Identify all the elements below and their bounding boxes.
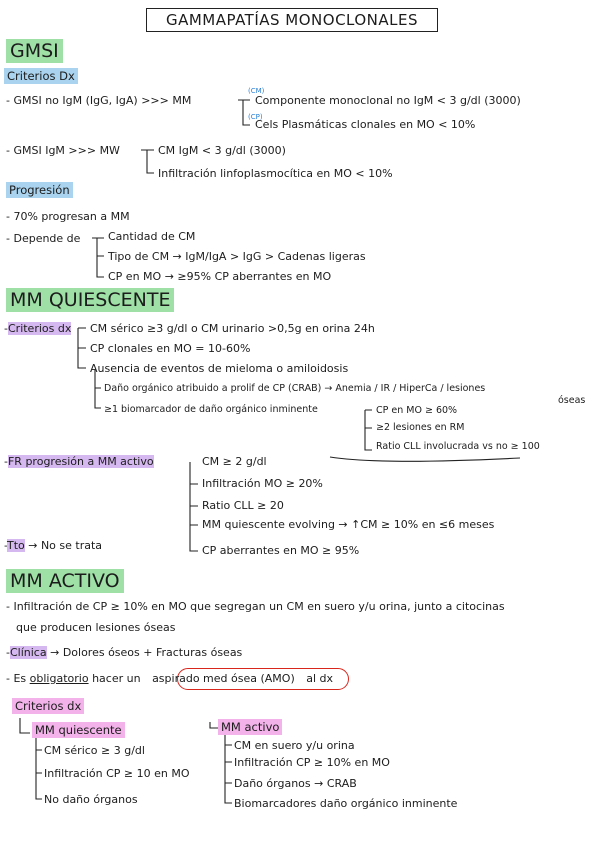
mmq-c3b3: Ratio CLL involucrada vs no ≥ 100 [376, 441, 540, 452]
clinica-label: Clínica [9, 646, 47, 659]
fr-5: CP aberrantes en MO ≥ 95% [202, 544, 360, 557]
tto-row: -Tto → No se trata [4, 539, 103, 552]
mmq-heading: MM QUIESCENTE [6, 288, 174, 312]
right-2: Infiltración CP ≥ 10% en MO [234, 756, 390, 769]
gmsi-igm-b1: Componente monoclonal no IgM < 3 g/dl (3000) [255, 94, 521, 107]
left-3: No daño órganos [44, 793, 138, 806]
mmq-c2: CP clonales en MO = 10-60% [90, 342, 251, 355]
mmq-criterios-label: Criterios dx [7, 322, 72, 335]
gmsi-igm-b2: Cels Plasmáticas clonales en MO < 10% [255, 118, 476, 131]
fr-label: FR progresión a MM activo [7, 455, 154, 468]
cm-note: (CM) [248, 87, 265, 95]
mmq-c3b1: CP en MO ≥ 60% [376, 405, 458, 416]
prog-b1: Cantidad de CM [108, 230, 196, 243]
left-col-label: MM quiescente [32, 722, 125, 738]
gmsi-igm-row: - GMSI no IgM (IgG, IgA) >>> MM [6, 94, 192, 107]
mmq-c3b: ≥1 biomarcador de daño orgánico inminente [104, 404, 318, 415]
mmq-c3: Ausencia de eventos de mieloma o amiloidosis [90, 362, 349, 375]
prog-1: - 70% progresan a MM [6, 210, 130, 223]
obligatorio-row: - Es obligatorio hacer un aspirado med ósea (AMO) al dx [6, 672, 334, 685]
fr-row: -FR progresión a MM activo [4, 455, 154, 468]
fr-1: CM ≥ 2 g/dl [202, 455, 267, 468]
mmq-c3a: Daño orgánico atribuido a prolif de CP (CRAB) → Anemia / IR / HiperCa / lesiones [104, 383, 486, 394]
right-4: Biomarcadores daño orgánico inminente [234, 797, 458, 810]
prog-2: - Depende de [6, 232, 81, 245]
clinica-text: Dolores óseos + Fracturas óseas [62, 646, 243, 659]
page-title: GAMMAPATÍAS MONOCLONALES [146, 8, 438, 32]
mmq-c1: CM sérico ≥3 g/dl o CM urinario >0,5g en orina 24h [90, 322, 375, 335]
progresion-label: Progresión [6, 182, 73, 198]
gmsi-heading: GMSI [6, 39, 63, 63]
mmq-criterios-row: -Criterios dx [4, 322, 72, 335]
right-col-label: MM activo [218, 719, 282, 735]
amo-text: aspirado med ósea (AMO) [152, 672, 295, 685]
right-3: Daño órganos → CRAB [234, 777, 357, 790]
gmsi-igm2-row: - GMSI IgM >>> MW [6, 144, 120, 157]
fr-3: Ratio CLL ≥ 20 [202, 499, 284, 512]
right-1: CM en suero y/u orina [234, 739, 355, 752]
fr-2: Infiltración MO ≥ 20% [202, 477, 323, 490]
gmsi-igm2-b1: CM IgM < 3 g/dl (3000) [158, 144, 286, 157]
gmsi-igm2-b2: Infiltración linfoplasmocítica en MO < 10% [158, 167, 393, 180]
left-1: CM sérico ≥ 3 g/dl [44, 744, 145, 757]
mma-heading: MM ACTIVO [6, 569, 124, 593]
tto-text: No se trata [40, 539, 103, 552]
tto-label: Tto [6, 539, 25, 552]
prog-b3: CP en MO → ≥95% CP aberrantes en MO [108, 270, 332, 283]
fr-4: MM quiescente evolving → ↑CM ≥ 10% en ≤6 meses [202, 518, 495, 531]
mmq-c3b2: ≥2 lesiones en RM [376, 422, 465, 433]
mma-line2: que producen lesiones óseas [16, 621, 176, 634]
prog-b2: Tipo de CM → IgM/IgA > IgG > Cadenas ligeras [108, 250, 366, 263]
cp-note: (CP) [248, 113, 263, 121]
mmq-c3a-tail: óseas [558, 395, 586, 406]
left-2: Infiltración CP ≥ 10 en MO [44, 767, 190, 780]
obligatorio-word: obligatorio [29, 672, 89, 685]
mma-line1: - Infiltración de CP ≥ 10% en MO que segregan un CM en suero y/u orina, junto a citocinas [6, 600, 505, 613]
clinica-row: -Clínica → Dolores óseos + Fracturas óseas [6, 646, 243, 659]
mma-criterios-label: Criterios dx [12, 698, 84, 714]
gmsi-criterios-label: Criterios Dx [4, 68, 78, 84]
